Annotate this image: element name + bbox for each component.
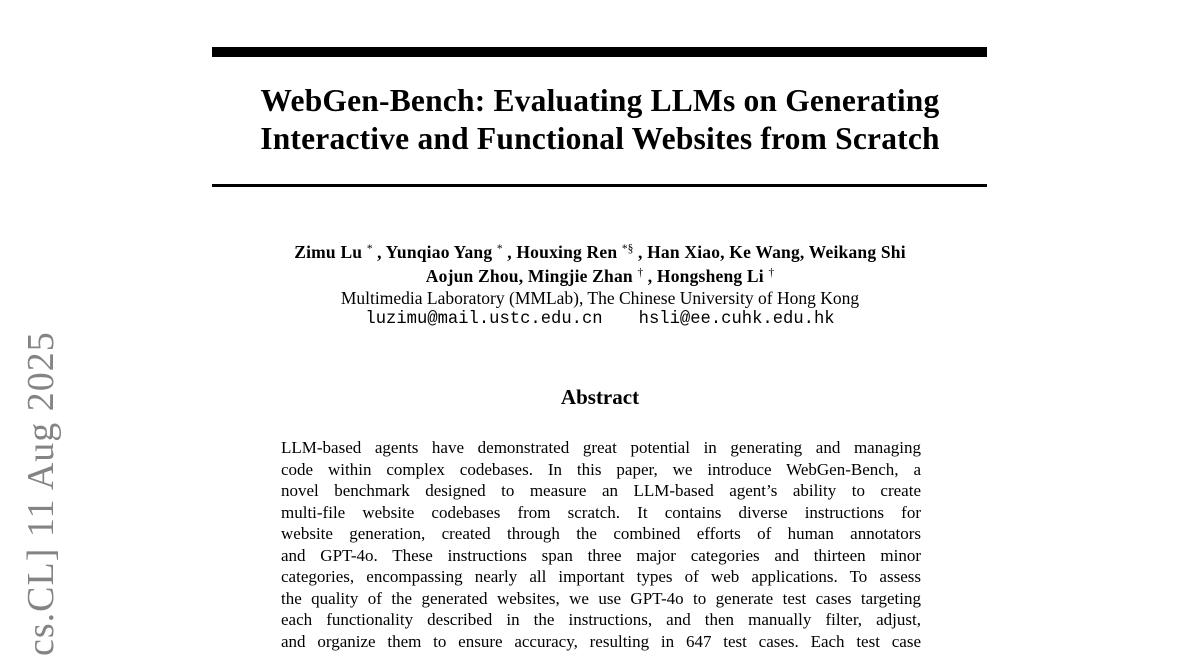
author-segment — [637, 266, 643, 286]
paper-title — [0, 82, 1200, 158]
abstract-line: code within complex codebases. In this paper, we introduce WebGen-Bench, a — [281, 459, 921, 479]
author-segment — [367, 242, 373, 262]
authors-line-1 — [0, 240, 1200, 264]
abstract-line: LLM-based agents have demonstrated great potential in generating and managing — [281, 438, 921, 457]
abstract-line: and GPT-4o. These instructions span three major categories and thirteen minor — [281, 545, 921, 565]
abstract-body — [281, 437, 921, 652]
author-segment — [768, 266, 774, 286]
abstract-line: website generation, created through the combined efforts of human annotators — [281, 524, 921, 544]
author-superscript: † — [768, 267, 775, 279]
abstract-line: categories, encompassing nearly all important types of web applications. To assess — [281, 567, 921, 587]
author-superscript: *§ — [621, 243, 634, 255]
abstract-heading: Abstract — [560, 385, 640, 409]
author-superscript: * — [366, 243, 373, 255]
abstract-line: novel benchmark designed to measure an LLM-based agent’s ability to create — [281, 481, 921, 501]
paper-title-line1: WebGen-Bench: Evaluating LLMs on Generating — [260, 83, 940, 118]
affiliation: Multimedia Laboratory (MMLab), The Chinese University of Hong Kong — [340, 288, 860, 308]
email-address-1: luzimu@mail.ustc.edu.cn — [365, 310, 603, 329]
email-address-2: hsli@ee.cuhk.edu.hk — [638, 310, 835, 329]
arxiv-stamp: cs.CL] 11 Aug 2025 — [20, 331, 62, 656]
author-segment: Aojun Zhou, Mingjie Zhan — [425, 266, 633, 286]
author-segment — [622, 242, 634, 262]
author-segment: Zimu Lu — [294, 242, 363, 262]
email-line — [0, 309, 1200, 331]
author-segment — [497, 242, 503, 262]
author-segment: , Han Xiao, Ke Wang, Weikang Shi — [637, 242, 906, 262]
abstract-line: multi-file website codebases from scratch. It contains diverse instructions for — [281, 502, 921, 522]
abstract-line: the quality of the generated websites, we use GPT-4o to generate test cases targeting — [281, 588, 921, 608]
author-superscript: † — [637, 267, 644, 279]
title-rule-top — [212, 47, 987, 57]
author-segment: , Hongsheng Li — [647, 266, 764, 286]
title-rule-bottom — [212, 184, 987, 187]
abstract-line: and organize them to ensure accuracy, resulting in 647 test cases. Each test case — [281, 631, 921, 651]
author-superscript: * — [496, 243, 503, 255]
abstract-line: each functionality described in the instructions, and then manually filter, adjust, — [281, 610, 921, 630]
paper-title-line2: Interactive and Functional Websites from Scratch — [260, 121, 940, 156]
author-segment: , Yunqiao Yang — [377, 242, 493, 262]
authors-line-2 — [0, 264, 1200, 288]
author-segment: , Houxing Ren — [507, 242, 618, 262]
